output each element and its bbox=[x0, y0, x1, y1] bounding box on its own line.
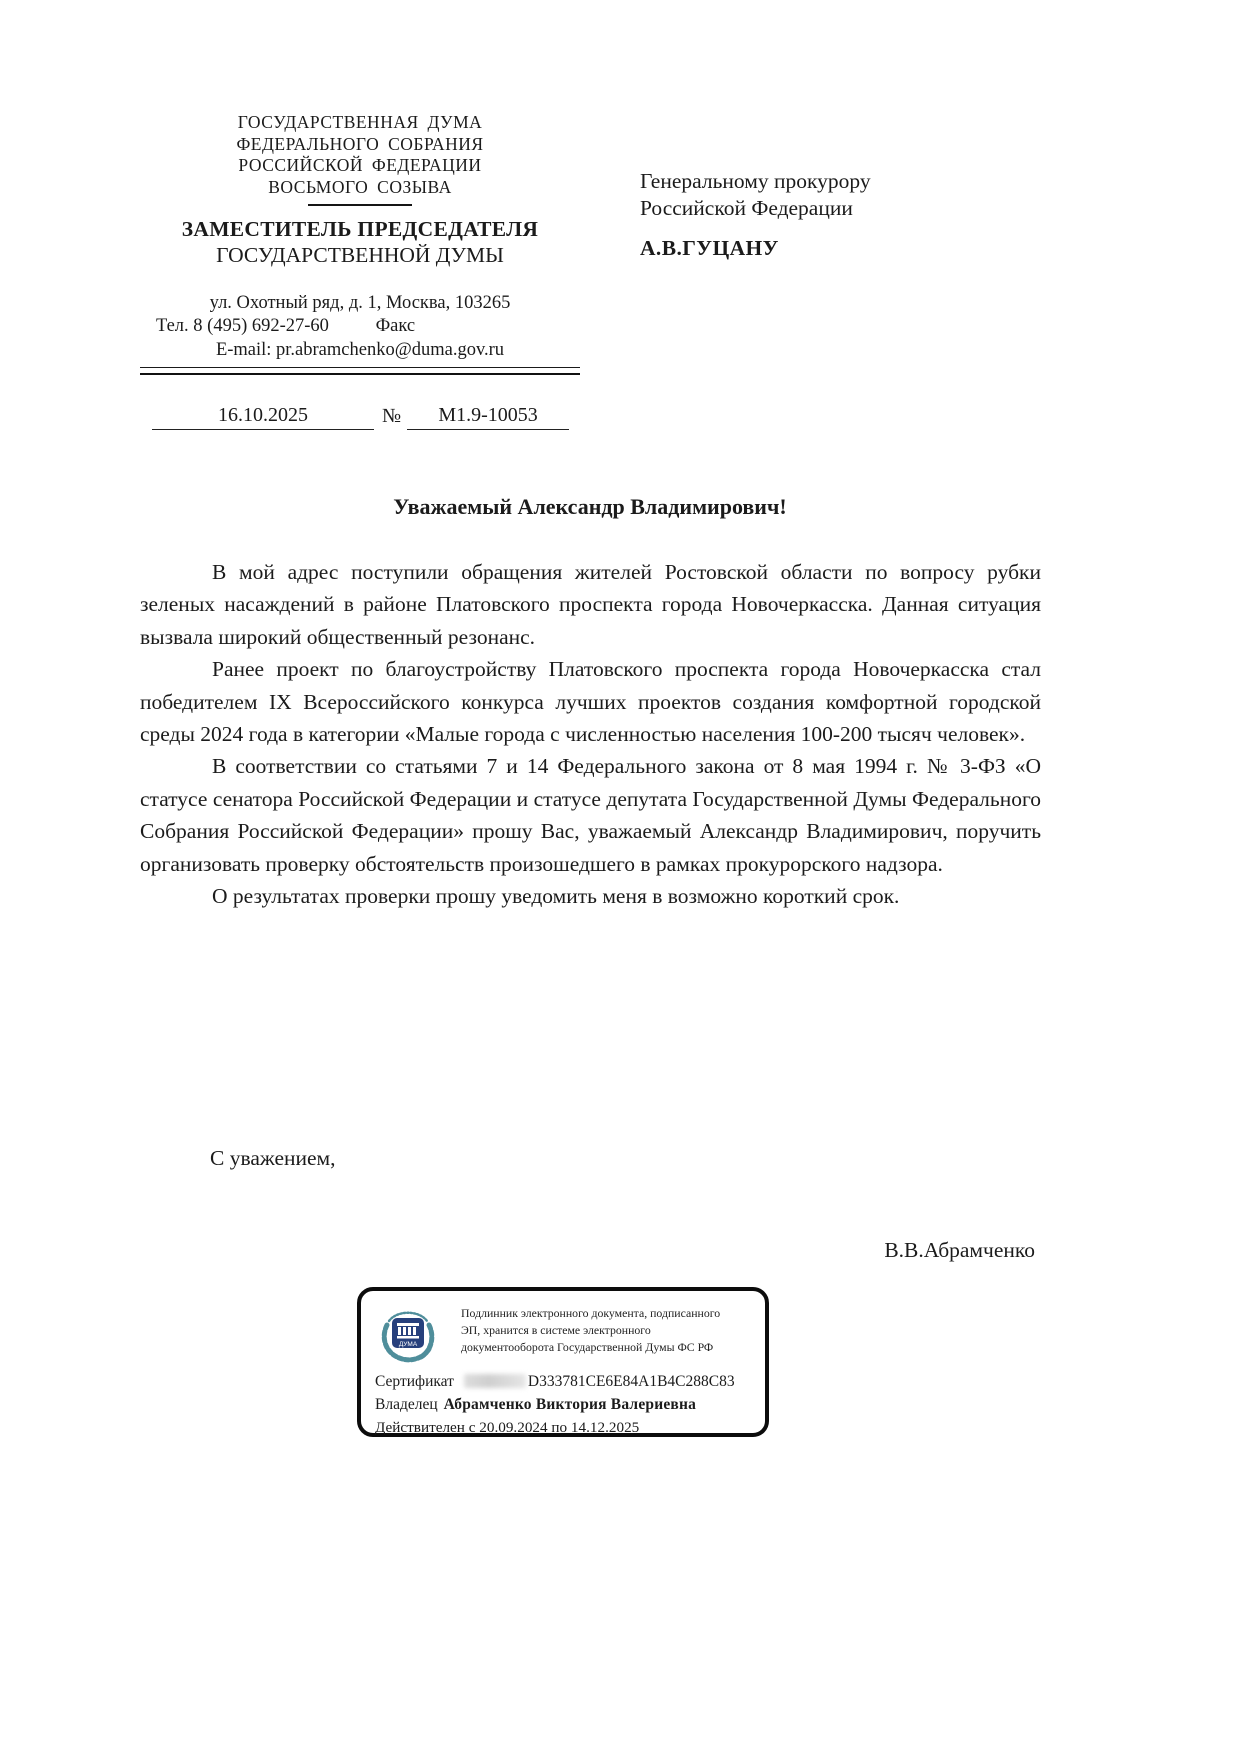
letterhead-address: ул. Охотный ряд, д. 1, Москва, 103265 bbox=[209, 293, 511, 313]
letterhead-rule bbox=[140, 367, 580, 375]
stamp-top-row bbox=[377, 1301, 755, 1365]
owner-name: Абрамченко Виктория Валериевна bbox=[443, 1396, 697, 1413]
org-line-1: ГОСУДАРСТВЕННАЯ ДУМА bbox=[237, 112, 483, 132]
stamp-info-line-3: документооборота Государственной Думы ФС РФ bbox=[461, 1340, 714, 1354]
org-line-3: РОССИЙСКОЙ ФЕДЕРАЦИИ bbox=[238, 155, 482, 175]
owner-label: Владелец bbox=[375, 1396, 438, 1413]
owner-line bbox=[375, 1396, 765, 1414]
salutation: Уважаемый Александр Владимирович! bbox=[393, 494, 787, 519]
paragraph-4: О результатах проверки прошу уведомить меня в возможно короткий срок. bbox=[212, 884, 900, 909]
paragraph-1: В мой адрес поступили обращения жителей Ростовской области по вопросу рубки зеленых насаждений в районе Платовского проспекта города Новочеркасска. Данная ситуация вызвала широкий общественный резонанс. bbox=[140, 560, 1041, 649]
letterhead-phone: Тел. 8 (495) 692-27-60 bbox=[156, 316, 329, 336]
validity-line: Действителен с 20.09.2024 по 14.12.2025 bbox=[375, 1419, 640, 1436]
position-title: ЗАМЕСТИТЕЛЬ ПРЕДСЕДАТЕЛЯ bbox=[181, 217, 539, 241]
stamp-info-text bbox=[461, 1305, 720, 1356]
letterhead bbox=[140, 112, 580, 375]
number-sign: № bbox=[382, 405, 402, 427]
letterhead-divider bbox=[308, 204, 412, 206]
paragraph-2: Ранее проект по благоустройству Платовского проспекта города Новочеркасска стал победителем IX Всероссийского конкурса лучших проектов создания комфортной городской среды 2024 года в категории «Малые города с численностью населения 100-200 тысяч человек». bbox=[140, 657, 1041, 747]
letter-date: 16.10.2025 bbox=[152, 404, 374, 430]
certificate-redaction bbox=[464, 1374, 526, 1388]
esignature-stamp bbox=[357, 1287, 769, 1437]
position-subtitle: ГОСУДАРСТВЕННОЙ ДУМЫ bbox=[216, 243, 504, 267]
letterhead-phone-line bbox=[140, 315, 580, 337]
letter-number: М1.9-10053 bbox=[407, 404, 569, 430]
signature-name: В.В.Абрамченко bbox=[884, 1238, 1035, 1262]
recipient-block bbox=[640, 168, 1060, 261]
reference-line bbox=[140, 404, 580, 430]
stamp-info-line-1: Подлинник электронного документа, подписанного bbox=[461, 1306, 721, 1320]
org-line-2: ФЕДЕРАЛЬНОГО СОБРАНИЯ bbox=[236, 133, 484, 154]
certificate-value: D333781CE6E84A1B4C288C83 bbox=[527, 1373, 735, 1390]
letter-body bbox=[140, 556, 1041, 912]
certificate-line bbox=[375, 1373, 765, 1391]
letterhead-fax-label: Факс bbox=[375, 316, 416, 336]
closing-regards: С уважением, bbox=[210, 1146, 336, 1170]
duma-emblem-icon bbox=[377, 1303, 439, 1365]
paragraph-3: В соответствии со статьями 7 и 14 Федерального закона от 8 мая 1994 г. № 3-ФЗ «О статусе сенатора Российской Федерации и статусе депутата Государственной Думы Федерального Собрания Российской Федерации» прошу Вас, уважаемый Александр Владимирович, поручить организовать проверку обстоятельств произошедшего в рамках прокурорского надзора. bbox=[140, 754, 1041, 876]
recipient-name: А.В.ГУЦАНУ bbox=[640, 236, 779, 260]
recipient-line-2: Российской Федерации bbox=[640, 196, 853, 220]
org-line-4: ВОСЬМОГО СОЗЫВА bbox=[268, 176, 452, 197]
letterhead-email: E-mail: pr.abramchenko@duma.gov.ru bbox=[215, 340, 505, 360]
stamp-info-line-2: ЭП, хранится в системе электронного bbox=[461, 1323, 651, 1337]
certificate-label: Сертификат bbox=[375, 1373, 454, 1390]
svg-text:ДУМА: ДУМА bbox=[398, 1341, 418, 1348]
recipient-line-1: Генеральному прокурору bbox=[640, 169, 871, 193]
